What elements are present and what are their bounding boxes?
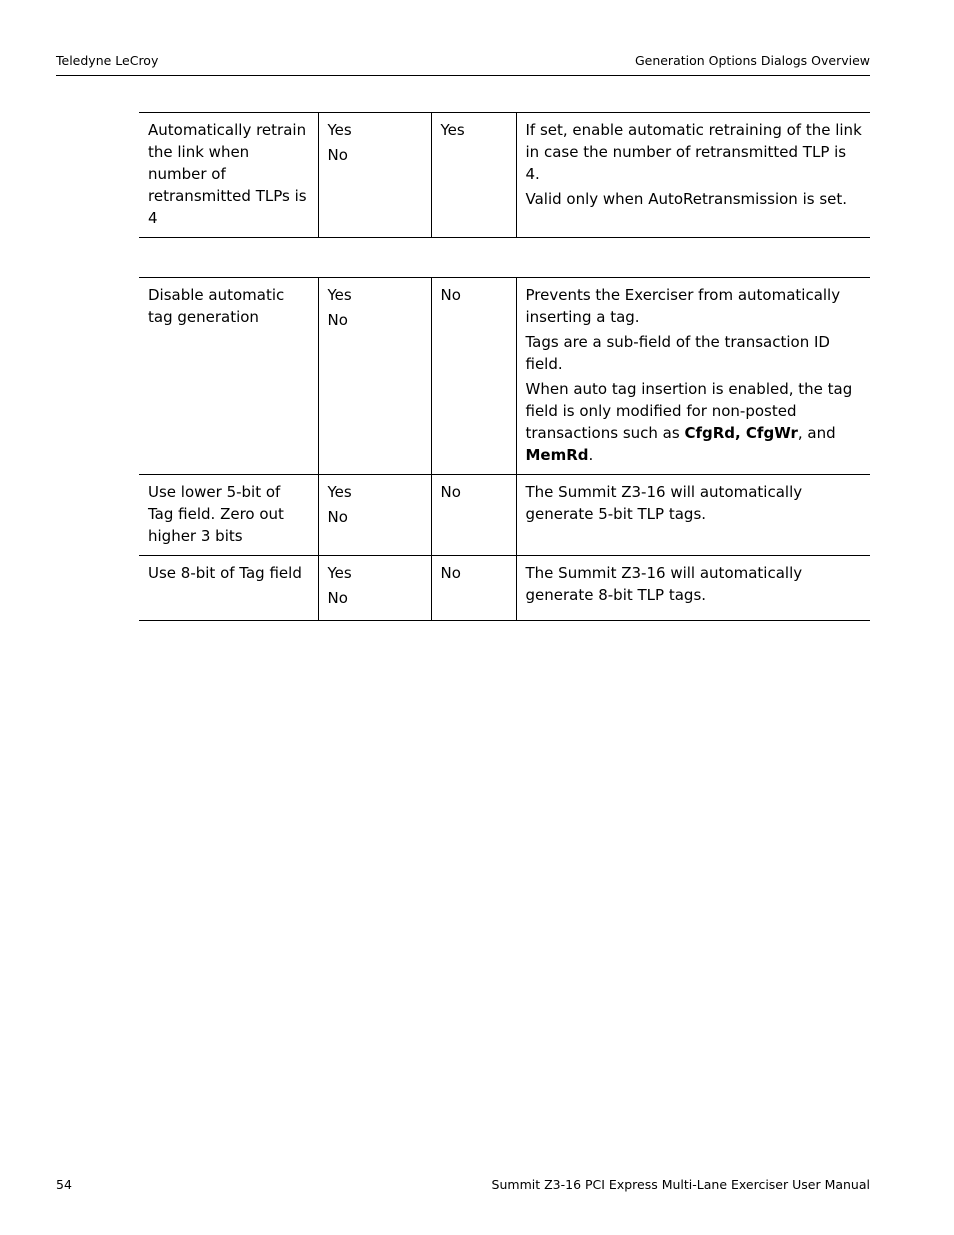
option-description xyxy=(516,475,870,556)
command-name: MemRd xyxy=(525,446,589,464)
table-row xyxy=(139,556,870,621)
header-section-title: Generation Options Dialogs Overview xyxy=(634,53,870,68)
description-paragraph xyxy=(526,378,863,466)
option-value: No xyxy=(327,146,348,164)
option-description xyxy=(516,278,870,475)
description-paragraph: The Summit Z3-16 will automatically generate 8-bit TLP tags. xyxy=(525,564,803,604)
option-value: No xyxy=(327,311,348,329)
option-value: Yes xyxy=(327,286,352,304)
option-default: No xyxy=(431,475,516,556)
header-company: Teledyne LeCroy xyxy=(56,53,159,68)
option-values xyxy=(318,556,431,621)
option-default: Yes xyxy=(431,113,516,238)
table-row xyxy=(139,278,870,475)
description-paragraph: Tags are a sub-field of the transaction ID field. xyxy=(525,333,830,373)
options-table-retrain xyxy=(139,112,870,238)
table-row xyxy=(139,113,870,238)
command-names: CfgRd, CfgWr xyxy=(684,424,798,442)
description-paragraph: If set, enable automatic retraining of the link in case the number of retransmitted TLP is 4. xyxy=(525,121,862,183)
option-value: Yes xyxy=(327,121,352,139)
page-number: 54 xyxy=(56,1177,72,1192)
description-paragraph: Valid only when AutoRetransmission is set. xyxy=(525,190,848,208)
option-name: Use 8-bit of Tag field xyxy=(139,556,318,621)
option-default: No xyxy=(431,278,516,475)
page-header xyxy=(56,53,870,76)
option-values xyxy=(318,278,431,475)
description-text: . xyxy=(588,446,594,464)
option-description xyxy=(516,556,870,621)
option-value: Yes xyxy=(327,483,352,501)
table-row xyxy=(139,475,870,556)
options-table-tags xyxy=(139,277,870,621)
description-paragraph: The Summit Z3-16 will automatically generate 5-bit TLP tags. xyxy=(525,483,803,523)
option-value: No xyxy=(327,589,348,607)
option-values xyxy=(318,475,431,556)
option-value: No xyxy=(327,508,348,526)
description-paragraph: Prevents the Exerciser from automatically inserting a tag. xyxy=(525,286,841,326)
document-title: Summit Z3-16 PCI Express Multi-Lane Exerciser User Manual xyxy=(491,1177,870,1192)
option-description xyxy=(516,113,870,238)
option-value: Yes xyxy=(327,564,352,582)
option-name: Use lower 5-bit of Tag field. Zero out higher 3 bits xyxy=(139,475,318,556)
option-name: Automatically retrain the link when number of retransmitted TLPs is 4 xyxy=(139,113,318,238)
option-values xyxy=(318,113,431,238)
description-text: When auto tag insertion is enabled, the tag field is only modified for non-posted transactions such as xyxy=(525,380,853,442)
option-default: No xyxy=(431,556,516,621)
option-name: Disable automatic tag generation xyxy=(139,278,318,475)
description-text: , and xyxy=(797,424,836,442)
